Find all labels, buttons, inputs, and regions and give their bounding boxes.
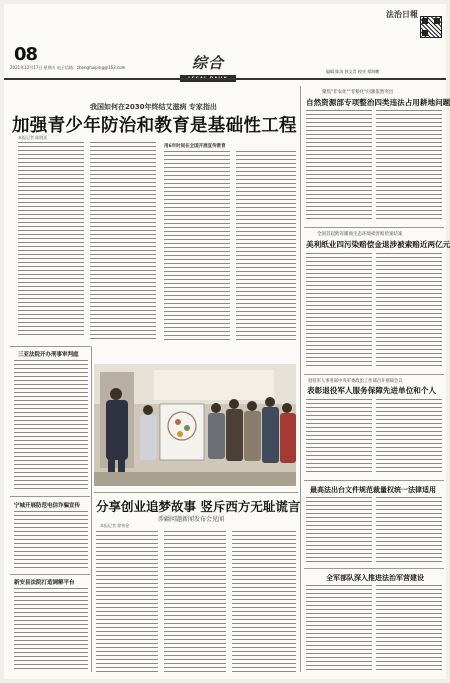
lead-subhead: 用6年时间在全国开展宣传教育 bbox=[164, 144, 226, 149]
divider bbox=[304, 568, 444, 569]
feature-headline: 分享创业追梦故事 竖斥西方无耻谎言 bbox=[96, 499, 301, 514]
right-story-4-title: 最高法出台文件规范裁量权统一法律适用 bbox=[310, 485, 436, 494]
right-story-4-text-b bbox=[376, 497, 442, 563]
right-story-1-title: 自然资源部专项整治四类违法占用耕地问题 bbox=[306, 98, 450, 107]
feature-subtitle: 涉疆问题新闻发布会见闻 bbox=[158, 516, 225, 523]
right-story-3-text-a bbox=[306, 399, 372, 475]
feature-text-col-1 bbox=[96, 531, 158, 673]
right-story-2-kicker: 全国首起跨省暖商生态环境损害赔偿案结案 bbox=[317, 232, 403, 237]
feature-byline: 本报记者 徐伟伦 bbox=[100, 523, 130, 528]
newspaper-page bbox=[4, 4, 450, 679]
lead-kicker: 我国如何在2030年终结艾滋病 专家指出 bbox=[90, 103, 217, 111]
paper-logo: 法治日報 bbox=[386, 9, 418, 19]
masthead-title: 综合 bbox=[191, 54, 224, 72]
left-story-3-text bbox=[14, 588, 88, 672]
left-story-1-title: 三亚法院开办刑事审判庭 bbox=[18, 352, 79, 358]
header-rule bbox=[4, 78, 446, 80]
right-story-5-text-b bbox=[376, 585, 442, 673]
lead-byline: 本报记者 陈晓延 bbox=[18, 135, 48, 140]
news-photo bbox=[94, 364, 296, 486]
right-story-2-title: 美利纸业四污染赔偿金退涉被索赔近两亿元 bbox=[306, 240, 450, 249]
lead-text-col-2 bbox=[90, 142, 156, 342]
left-story-1-text bbox=[14, 360, 88, 490]
page-header bbox=[4, 4, 446, 82]
feature-text-col-3 bbox=[232, 531, 296, 673]
divider bbox=[304, 480, 444, 481]
divider bbox=[304, 227, 444, 228]
lead-headline: 加强青少年防治和教育是基础性工程 bbox=[12, 116, 297, 136]
page-number: 08 bbox=[14, 44, 38, 65]
date-line: 2021年12月17日 星期五 电子信箱：zhenghuiping@163.com bbox=[10, 65, 126, 70]
right-story-2-text-a bbox=[306, 253, 372, 369]
right-story-3-kicker: 退役军人事务部中央军委政治工作部召开视频会议 bbox=[308, 379, 403, 384]
feature-text-col-2 bbox=[164, 531, 226, 673]
right-story-1-text-a bbox=[306, 110, 372, 222]
lead-text-col-3 bbox=[164, 151, 230, 343]
qr-code-icon bbox=[420, 16, 442, 38]
divider bbox=[10, 574, 90, 575]
editor-credits: 编辑 陈涛 郭文青 校对 郑海鹏 bbox=[326, 69, 380, 74]
right-story-2-text-b bbox=[376, 253, 442, 369]
lead-text-col-1 bbox=[18, 142, 84, 338]
left-story-3-title: 新安县法院打造调解平台 bbox=[14, 580, 75, 586]
lead-text-col-4 bbox=[236, 151, 296, 343]
divider bbox=[10, 346, 90, 347]
column-divider bbox=[300, 86, 301, 672]
divider bbox=[94, 492, 298, 493]
right-story-3-text-b bbox=[376, 399, 442, 475]
left-story-2-title: 宁城开展防范电信诈骗宣传 bbox=[14, 503, 81, 509]
divider bbox=[304, 374, 444, 375]
right-story-5-title: 全军部队深入推进法治军营建设 bbox=[326, 573, 424, 582]
right-story-1-kicker: 聚焦"非农化""非粮化"问题依然突出 bbox=[322, 90, 394, 95]
left-story-2-text bbox=[14, 511, 88, 569]
right-story-1-text-b bbox=[376, 110, 442, 222]
column-divider bbox=[91, 346, 92, 672]
divider bbox=[10, 496, 90, 497]
right-story-5-text-a bbox=[306, 585, 372, 673]
right-story-4-text-a bbox=[306, 497, 372, 563]
right-story-3-title: 表彰退役军人服务保障先进单位和个人 bbox=[307, 386, 437, 395]
